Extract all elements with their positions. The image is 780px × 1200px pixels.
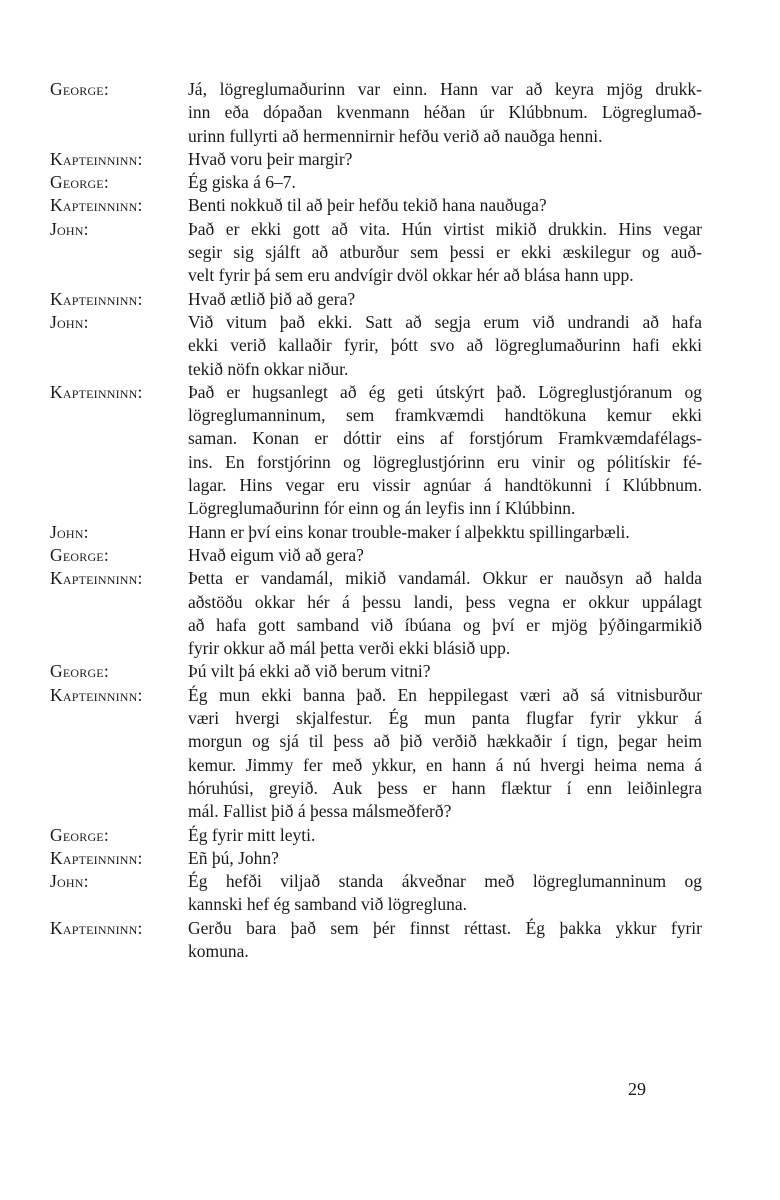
speech-text bbox=[188, 660, 702, 683]
speech-text bbox=[188, 381, 702, 521]
speech-text bbox=[188, 567, 702, 660]
speech-line: ins. En forstjórinn og lögreglustjórinn eru vinir og pólitískir fé- bbox=[188, 451, 702, 472]
speech-line: morgun og sjá til þess að þið verðið hækkaðir í tign, þegar heim bbox=[188, 731, 702, 752]
speech-line: Þú vilt þá ekki að við berum vitni? bbox=[188, 661, 431, 682]
dialogue-turn bbox=[50, 544, 702, 567]
speech-line: Hvað eigum við að gera? bbox=[188, 544, 364, 565]
speech-text bbox=[188, 917, 702, 964]
speaker-label: John: bbox=[50, 521, 89, 542]
dialogue-turn bbox=[50, 148, 702, 171]
speech-line: Hvað ætlið þið að gera? bbox=[188, 288, 356, 309]
speaker-label: John: bbox=[50, 871, 89, 892]
speech-line: aðstöðu okkar hér á þessu landi, þess vegna er okkur uppálagt bbox=[188, 591, 702, 612]
dialogue-turn bbox=[50, 171, 702, 194]
speech-line: lögreglumanninum, sem framkvæmdi handtökuna kemur ekki bbox=[188, 405, 702, 426]
speech-line: Ég hefði viljað standa ákveðnar með lögreglumanninum og bbox=[188, 871, 702, 892]
speech-text bbox=[188, 194, 702, 217]
speaker-label: Kapteinninn: bbox=[50, 847, 143, 868]
dialogue-turn bbox=[50, 194, 702, 217]
speaker-label: George: bbox=[50, 661, 109, 682]
speech-line: tekið nöfn okkar niður. bbox=[188, 358, 349, 379]
speech-line: Benti nokkuð til að þeir hefðu tekið hana nauðuga? bbox=[188, 195, 547, 216]
dialogue-turn bbox=[50, 824, 702, 847]
speech-line: kannski hef ég samband við lögregluna. bbox=[188, 894, 467, 915]
speech-line: komuna. bbox=[188, 940, 249, 961]
speaker-label: Kapteinninn: bbox=[50, 568, 143, 589]
speech-line: Ég giska á 6–7. bbox=[188, 172, 296, 193]
speech-line: Lögreglumaðurinn fór einn og án leyfis inn í Klúbbinn. bbox=[188, 498, 576, 519]
speaker-label: John: bbox=[50, 218, 89, 239]
speaker-label: George: bbox=[50, 79, 109, 99]
speech-line: segir sig sjálft að atburður sem þessi er ekki æskilegur og auð- bbox=[188, 242, 702, 263]
speaker-label: Kapteinninn: bbox=[50, 381, 143, 402]
speech-text bbox=[188, 544, 702, 567]
speech-line: Hann er því eins konar trouble-maker í alþekktu spillingarbæli. bbox=[188, 521, 630, 542]
speaker-label: Kapteinninn: bbox=[50, 684, 143, 705]
speech-line: Þetta er vandamál, mikið vandamál. Okkur er nauðsyn að halda bbox=[188, 568, 702, 589]
speaker-label: George: bbox=[50, 824, 109, 845]
speaker-label: Kapteinninn: bbox=[50, 288, 143, 309]
dialogue-turn bbox=[50, 567, 702, 660]
speech-line: Það er hugsanlegt að ég geti útskýrt það. Lögreglustjóranum og bbox=[188, 381, 702, 402]
speech-text bbox=[188, 78, 702, 148]
speech-line: ekki verið kallaðir fyrir, þótt svo að lögreglumaðurinn hafi ekki bbox=[188, 335, 702, 356]
speech-line: væri hvergi skjalfestur. Ég mun panta flugfar fyrir ykkur á bbox=[188, 708, 702, 729]
speech-line: Ég mun ekki banna það. En heppilegast væri að sá vitnisburður bbox=[188, 684, 702, 705]
speech-line: Eñ þú, John? bbox=[188, 847, 279, 868]
speech-line: lagar. Hins vegar eru vissir agnúar á handtökunni í Klúbbnum. bbox=[188, 475, 702, 496]
dialogue-turn bbox=[50, 660, 702, 683]
speech-line: velt fyrir þá sem eru andvígir dvöl okkar hér að blása hann upp. bbox=[188, 265, 634, 286]
speech-line: mál. Fallist þið á þessa málsmeðferð? bbox=[188, 801, 452, 822]
speech-text bbox=[188, 521, 702, 544]
dialogue bbox=[50, 78, 702, 963]
speaker-label: Kapteinninn: bbox=[50, 148, 143, 169]
speech-text bbox=[188, 311, 702, 381]
speech-line: hóruhúsi, greyið. Auk þess er hann flæktur í enn leiðinlegra bbox=[188, 777, 702, 798]
speaker-label: Kapteinninn: bbox=[50, 195, 143, 216]
speech-text bbox=[188, 288, 702, 311]
speaker-label: George: bbox=[50, 172, 109, 193]
speech-line: inn eða dópaðan kvenmann héðan úr Klúbbnum. Lögreglumað- bbox=[188, 102, 702, 123]
dialogue-turn bbox=[50, 847, 702, 870]
speech-line: Það er ekki gott að vita. Hún virtist mikið drukkin. Hins vegar bbox=[188, 218, 702, 239]
dialogue-turn bbox=[50, 684, 702, 824]
dialogue-turn bbox=[50, 288, 702, 311]
dialogue-turn bbox=[50, 917, 702, 964]
speech-text bbox=[188, 148, 702, 171]
speech-line: kemur. Jimmy fer með ykkur, en hann á nú hvergi heima nema á bbox=[188, 754, 702, 775]
speech-line: fyrir okkur að mál þetta verði ekki blásið upp. bbox=[188, 638, 511, 659]
speech-line: Hvað voru þeir margir? bbox=[188, 148, 353, 169]
speaker-label: George: bbox=[50, 544, 109, 565]
speech-text bbox=[188, 870, 702, 917]
speech-text bbox=[188, 218, 702, 288]
page-number: 29 bbox=[628, 1079, 646, 1099]
speech-line: Já, lögreglumaðurinn var einn. Hann var að keyra mjög drukk- bbox=[188, 79, 702, 99]
speaker-label: John: bbox=[50, 311, 89, 332]
speech-line: urinn fullyrti að hermennirnir hefðu verið að nauðga henni. bbox=[188, 125, 603, 146]
speech-line: að hafa gott samband við íbúana og því er mjög þýðingarmikið bbox=[188, 614, 702, 635]
speech-text bbox=[188, 847, 702, 870]
speech-line: Við vitum það ekki. Satt að segja erum við undrandi að hafa bbox=[188, 311, 702, 332]
speech-line: Gerðu bara það sem þér finnst réttast. Ég þakka ykkur fyrir bbox=[188, 917, 702, 938]
dialogue-turn bbox=[50, 521, 702, 544]
speaker-label: Kapteinninn: bbox=[50, 917, 143, 938]
dialogue-turn bbox=[50, 78, 702, 148]
dialogue-turn bbox=[50, 311, 702, 381]
speech-line: Ég fyrir mitt leyti. bbox=[188, 824, 316, 845]
dialogue-turn bbox=[50, 218, 702, 288]
dialogue-turn bbox=[50, 381, 702, 521]
dialogue-turn bbox=[50, 870, 702, 917]
speech-text bbox=[188, 824, 702, 847]
speech-text bbox=[188, 684, 702, 824]
speech-text bbox=[188, 171, 702, 194]
speech-line: saman. Konan er dóttir eins af forstjórum Framkvæmdafélags- bbox=[188, 428, 702, 449]
